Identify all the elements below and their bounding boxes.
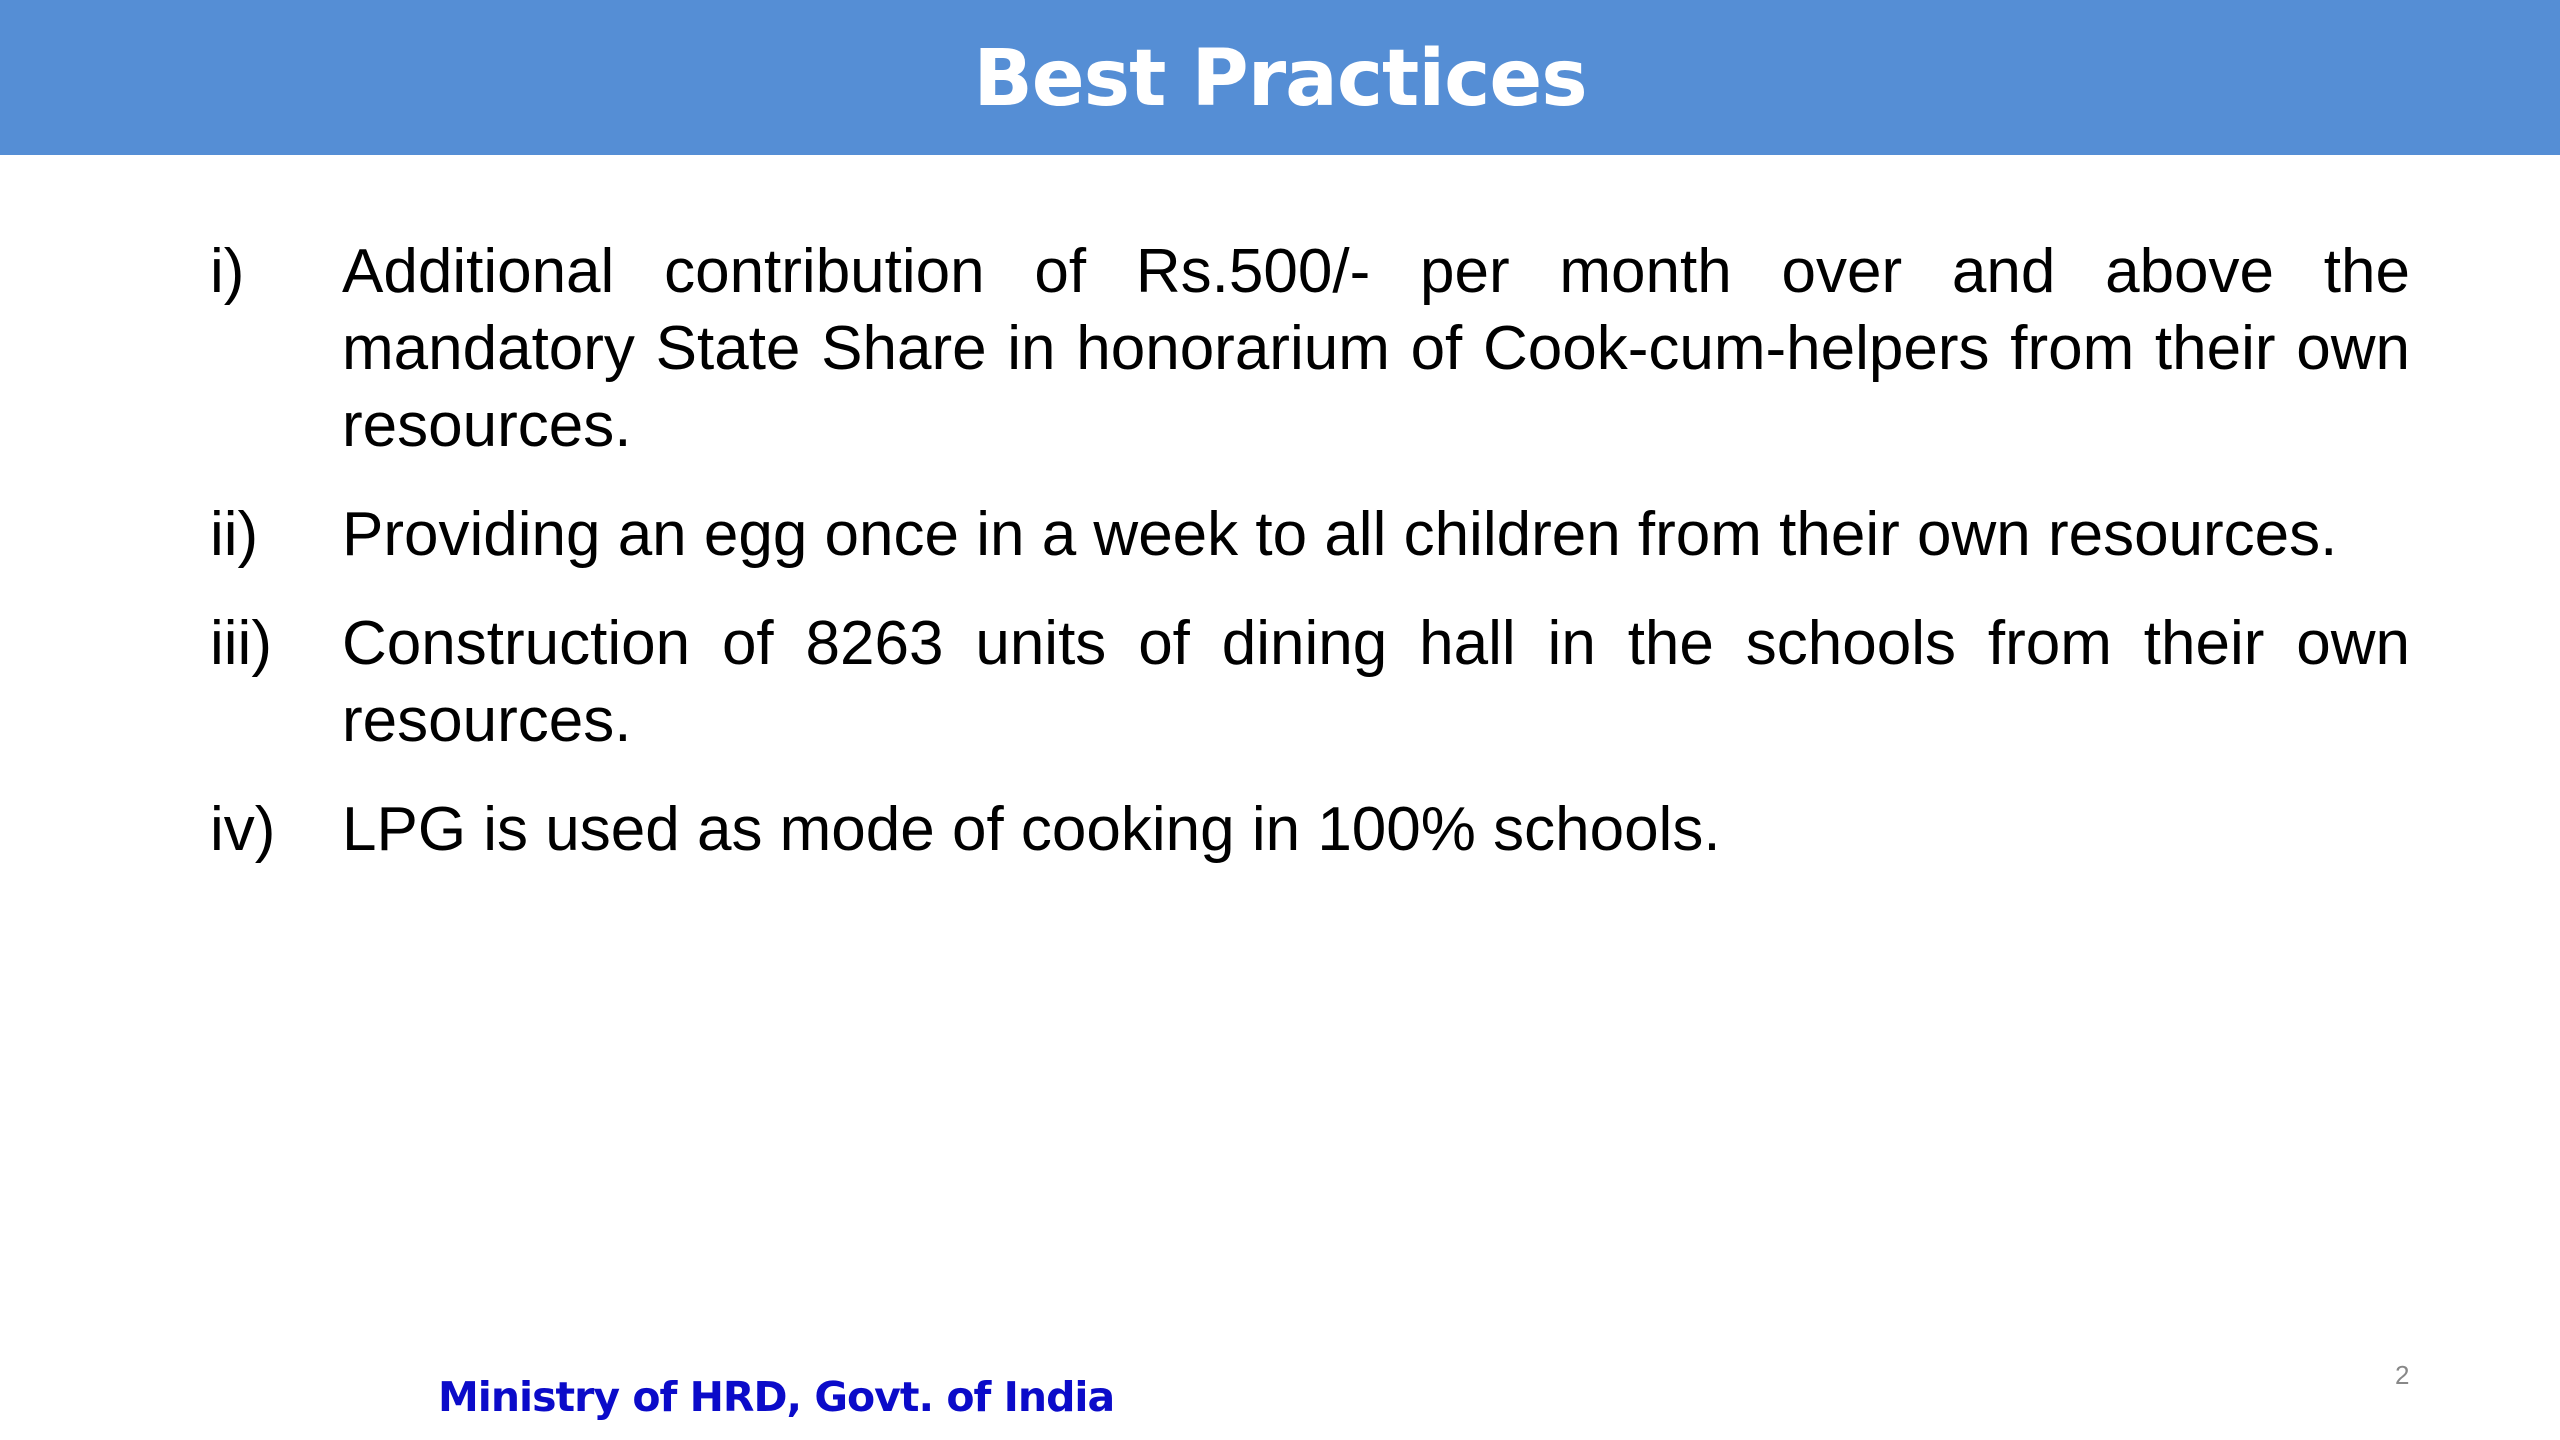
list-item [210, 233, 2410, 464]
page-number: 2 [2395, 1360, 2410, 1390]
slide-title: Best Practices [973, 33, 1587, 124]
footer-ministry: Ministry of HRD, Govt. of India [438, 1373, 1115, 1421]
list-item [210, 496, 2410, 573]
list-item-marker: iii) [210, 609, 272, 678]
list-item-marker: iv) [210, 795, 276, 864]
list-item [210, 605, 2410, 759]
list-item-text: Additional contribution of Rs.500/- per month over and above the mandatory State Share in honorarium of Cook-cum-helpers from their own resources. [342, 237, 2410, 460]
bullet-list [210, 233, 2410, 900]
list-item [210, 791, 2410, 868]
list-item-text: Construction of 8263 units of dining hall in the schools from their own resources. [342, 609, 2410, 755]
list-item-text: LPG is used as mode of cooking in 100% schools. [342, 795, 1721, 864]
title-bar [0, 0, 2560, 155]
list-item-text: Providing an egg once in a week to all children from their own resources. [342, 500, 2338, 569]
list-item-marker: i) [210, 237, 245, 306]
list-item-marker: ii) [210, 500, 259, 569]
